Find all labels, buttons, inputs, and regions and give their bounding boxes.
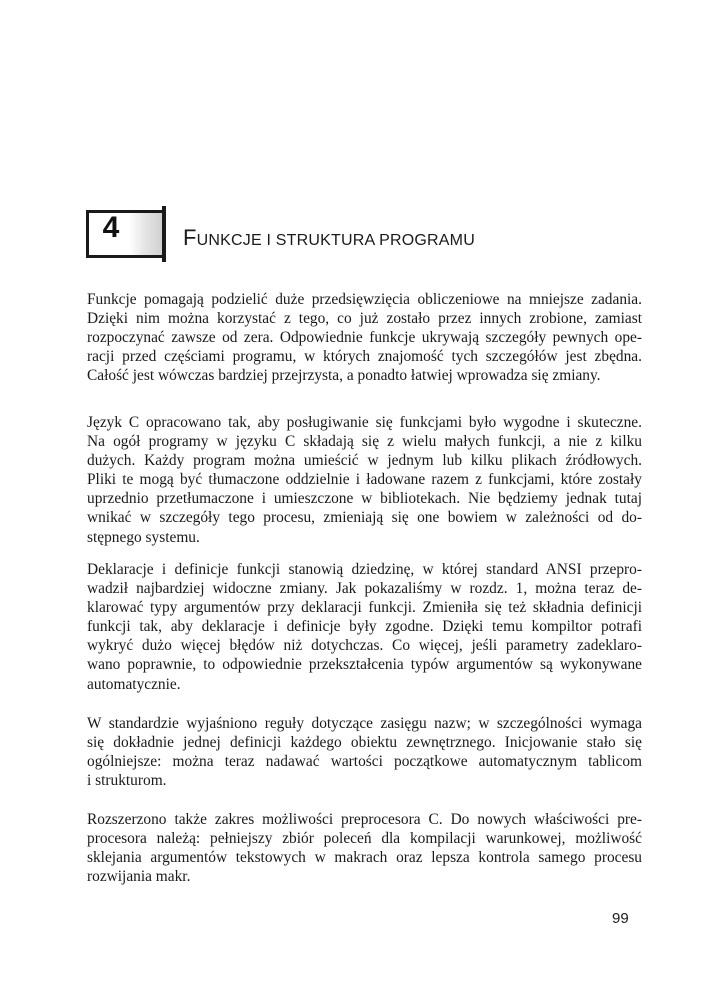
text-line: klarować typy argumentów przy deklaracji funkcji. Zmieniła się też składnia definicji (87, 599, 642, 617)
text-line: uprzednio przetłumaczone i umieszczone w bibliotekach. Nie będziemy jednak tutaj (87, 490, 642, 508)
text-line: Całość jest wówczas bardziej przejrzysta, a ponadto łatwiej wprowadza się zmiany. (87, 367, 601, 385)
paragraph-5 (87, 810, 642, 886)
text-line: rozpoczynać zawsze od zera. Odpowiednie funkcje ukrywają szczegóły pewnych ope- (87, 329, 642, 347)
chapter-title-initial: F (183, 225, 197, 250)
paragraph-1 (87, 290, 642, 385)
text-line: wano poprawnie, to odpowiednie przekształcenia typów argumentów są wykonywane (87, 656, 642, 674)
paragraph-4 (87, 714, 642, 790)
text-line: wadził najbardziej widoczne zmiany. Jak pokazaliśmy w rozdz. 1, można teraz de- (87, 580, 642, 598)
chapter-title-rest: UNKCJE I STRUKTURA PROGRAMU (196, 232, 475, 249)
text-line: automatycznie. (87, 675, 181, 693)
text-line: i strukturom. (87, 772, 167, 790)
text-line: sklejania argumentów tekstowych w makrach oraz lepsza kontrola samego procesu (87, 849, 642, 867)
text-line: Dzięki nim można korzystać z tego, co już zostało przez innych zrobione, zamiast (87, 310, 642, 328)
chapter-heading (86, 206, 646, 262)
text-line: Funkcje pomagają podzielić duże przedsięwzięcia obliczeniowe na mniejsze zadania. (87, 291, 642, 308)
text-line: stępnego systemu. (87, 528, 200, 546)
text-line: Rozszerzono także zakres możliwości preprocesora C. Do nowych właściwości pre- (87, 811, 642, 828)
chapter-divider-bar (162, 206, 166, 262)
text-line: racji przed częściami programu, w których znajomość tych szczegółów jest zbędna. (87, 348, 642, 366)
text-line: wnikać w szczegóły tego procesu, zmieniają się one bowiem w zależności od do- (87, 509, 642, 527)
paragraph-3 (87, 560, 642, 694)
paragraph-2 (87, 413, 642, 547)
text-line: rozwijania makr. (87, 868, 191, 886)
text-line: Język C opracowano tak, aby posługiwanie się funkcjami było wygodne i skuteczne. (87, 414, 642, 431)
text-line: Pliki te mogą być tłumaczone oddzielnie i ładowane razem z funkcjami, które zostały (87, 471, 642, 489)
text-line: Deklaracje i definicje funkcji stanowią dziedzinę, w której standard ANSI przepro- (87, 561, 642, 578)
text-line: się dokładnie jednej definicji każdego obiektu zewnętrznego. Inicjowanie stało się (87, 734, 642, 752)
page-number: 99 (612, 910, 629, 927)
text-line: dużych. Każdy program można umieścić w jednym lub kilku plikach źródłowych. (87, 452, 642, 470)
text-line: procesora należą: pełniejszy zbiór poleceń dla kompilacji warunkowej, możliwość (87, 830, 642, 848)
chapter-title (183, 225, 475, 251)
text-line: wykryć dużo więcej błędów niż dotychczas. Co więcej, jeśli parametry zadeklaro- (87, 637, 642, 655)
text-line: ogólniejsze: można teraz nadawać wartości początkowe automatycznym tablicom (87, 753, 642, 771)
text-line: W standardzie wyjaśniono reguły dotyczące zasięgu nazw; w szczególności wymaga (87, 715, 642, 732)
text-line: funkcji tak, aby deklaracje i definicje były zgodne. Dzięki temu kompiltor potrafi (87, 618, 642, 636)
chapter-number: 4 (102, 211, 120, 244)
text-line: Na ogół programy w języku C składają się z wielu małych funkcji, a nie z kilku (87, 433, 642, 451)
